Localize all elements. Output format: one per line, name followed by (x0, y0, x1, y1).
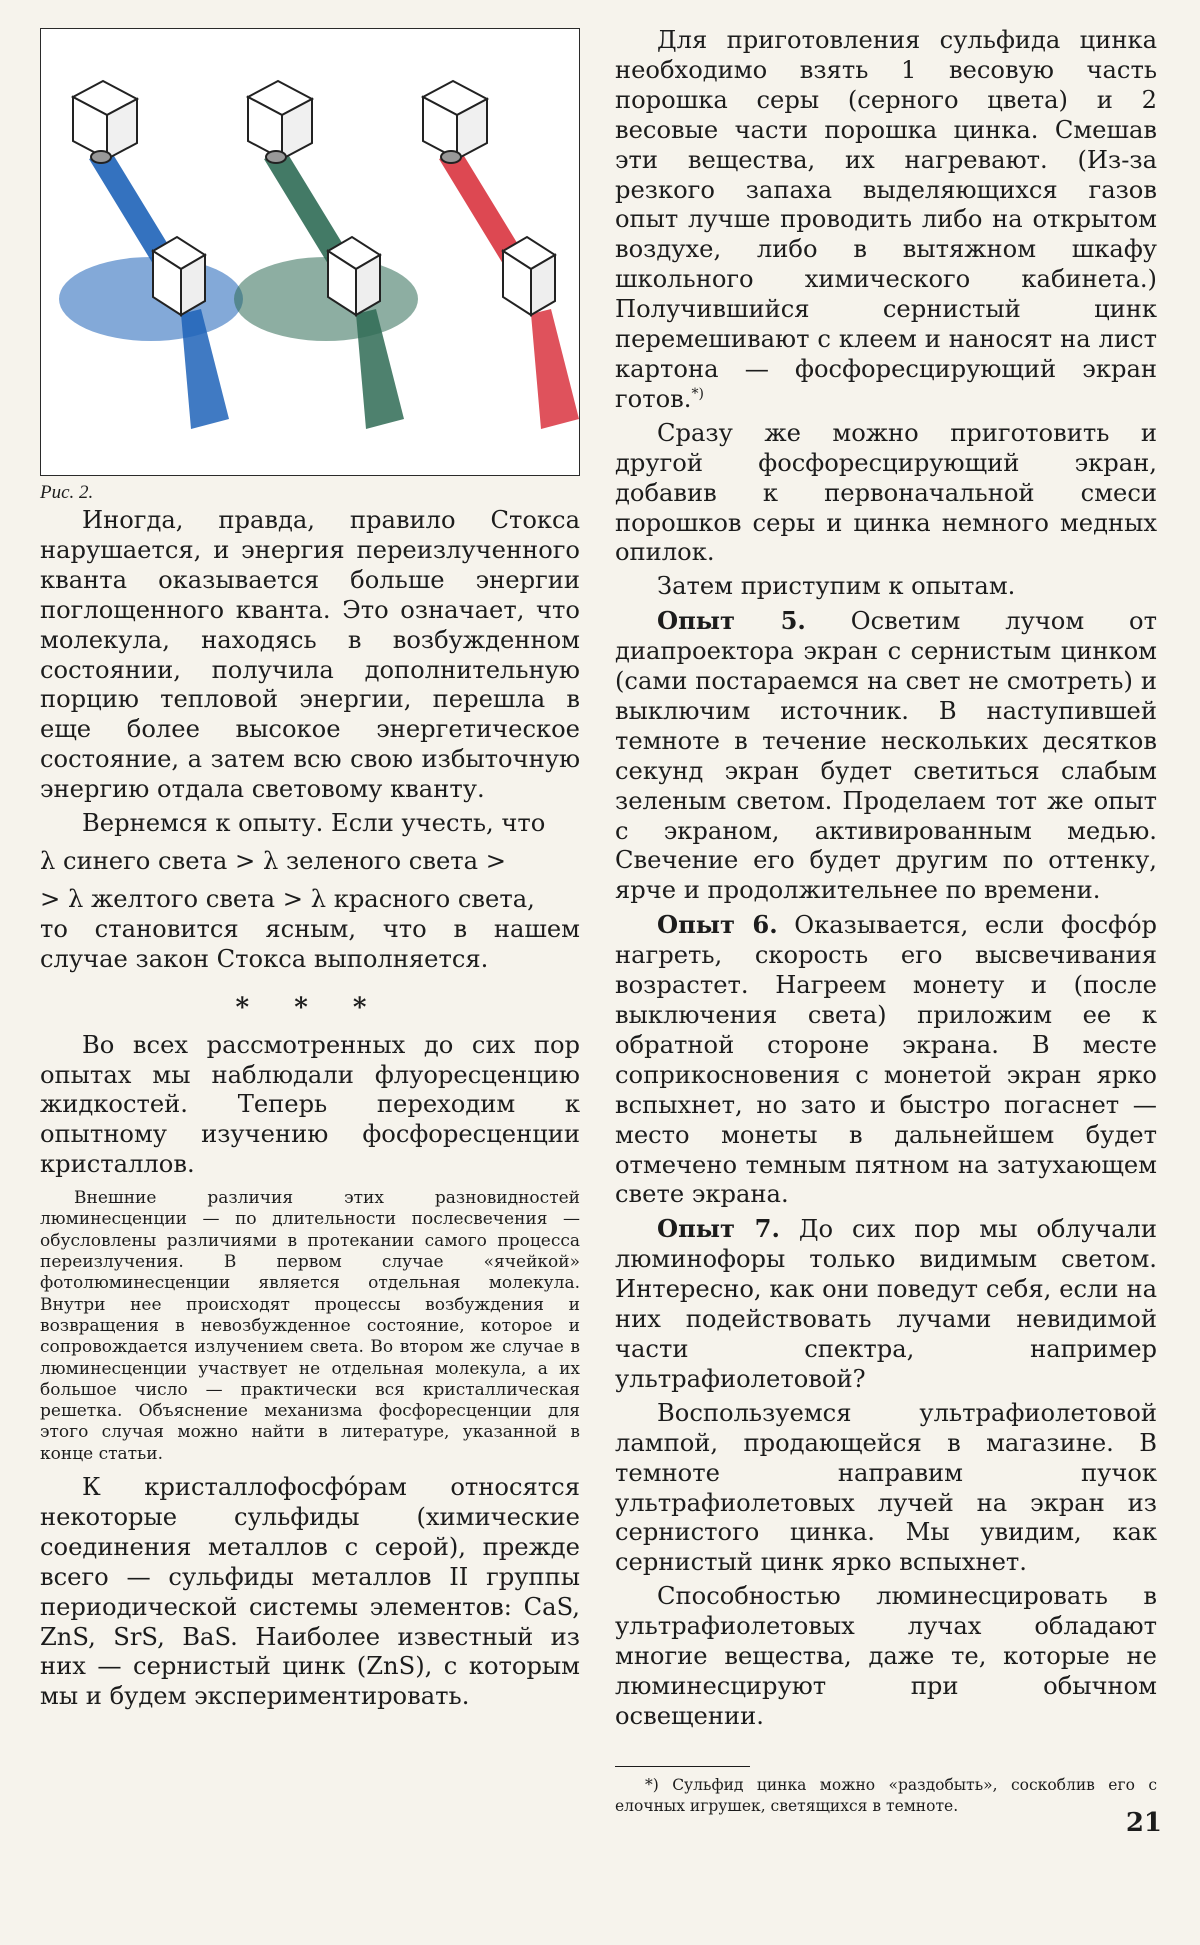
paragraph-copper-screen: Сразу же можно приготовить и другой фосфоресцирующий экран, добавив к первоначальной смеси порошков серы и цинка немного медных опилок. (615, 418, 1157, 567)
beam-diagram (41, 29, 579, 475)
page-number: 21 (1125, 1808, 1162, 1838)
outgoing-beam-1 (356, 309, 404, 429)
paragraph-small-print: Внешние различия этих разновидностей люминесценции — по длительности послесвечения — обусловлены различиями в протекании самого процесса переизлучения. В первом случае «ячейкой» фотолюминесценции является отдельная молекула. Внутри нее происходят процессы возбуждения и возвращения в невозбужденное состояние, которое и сопровождается излучением света. Во втором же случае в люминесценции участвует не отдельная молекула, а их большое число — практически вся кристаллическая решетка. Объяснение механизма фосфоресценции для этого случая можно найти в литературе, указанной в конце статьи. (40, 1188, 580, 1464)
footnote: *) Сульфид цинка можно «раздобыть», соскоблив его с елочных игрушек, светящихся в темноте. (615, 1775, 1157, 1815)
paragraph-experiment-5 (615, 606, 1157, 906)
experiment-6-label: Опыт 6. (657, 910, 778, 940)
paragraph-zinc-sulfide-prep (615, 26, 1157, 415)
paragraph-experiment-7 (615, 1214, 1157, 1394)
paragraph-uv-lamp: Воспользуемся ультрафиолетовой лампой, продающейся в магазине. В темноте направим пучок ультрафиолетовых лучей на экран из сернистого цинка. Мы увидим, как сернистый цинк ярко вспыхнет. (615, 1398, 1157, 1577)
footnote-rule (615, 1766, 750, 1767)
zinc-sulfide-prep-text: Для приготовления сульфида цинка необходимо взять 1 весовую часть порошка серы (серного цвета) и 2 весовые части порошка цинка. Смешав эти вещества, их нагревают. (Из-за резкого запаха выделяющихся газов опыт лучше проводить либо на открытом воздухе, либо в вытяжном шкафу школьного химического кабинета.) Получившийся сернистый цинк перемешивают с клеем и наносят на лист картона — фосфоресцирующий экран готов. (615, 26, 1157, 413)
figure-caption: Рис. 2. (40, 482, 94, 503)
projector-lens-0 (91, 151, 111, 163)
figure-light-beams (40, 28, 580, 476)
outgoing-beam-0 (181, 309, 229, 429)
paragraph-uv-luminescence: Способностью люминесцировать в ультрафиолетовых лучах обладают многие вещества, даже те, которые не люминесцируют при обычном освещении. (615, 1582, 1157, 1730)
experiment-6-text: Оказывается, если фосфо́р нагреть, скорость его высвечивания возрастет. Нагреем монету и (после выключения света) приложим ее к обратной стороне экрана. В месте соприкосновения с монетой экран ярко вспыхнет, но зато и быстро погаснет — место монеты в дальнейшем будет отмечено темным пятном на затухающем свете экрана. (615, 911, 1157, 1209)
shadow-0 (59, 257, 243, 341)
section-separator: * * * (235, 992, 385, 1023)
paragraph-crystal-phosphors: К кристаллофосфо́рам относятся некоторые сульфиды (химические соединения металлов с серой), прежде всего — сульфиды металлов II группы периодической системы элементов: CaS, ZnS, SrS, BaS. Наиболее известный из них — сернистый цинк (ZnS), с которым мы и будем экспериментировать. (40, 1472, 580, 1711)
paragraph-start-experiments: Затем приступим к опытам. (657, 572, 1016, 601)
paragraph-experiment-6 (615, 910, 1157, 1210)
projector-lens-1 (266, 151, 286, 163)
experiment-7-label: Опыт 7. (657, 1214, 780, 1244)
paragraph-stokes-holds: то становится ясным, что в нашем случае закон Стокса выполняется. (40, 914, 580, 973)
projector-lens-2 (441, 151, 461, 163)
formula-line-2: > λ желтого света > λ красного света, (40, 884, 535, 913)
experiment-5-label: Опыт 5. (657, 606, 806, 636)
outgoing-beam-2 (531, 309, 579, 429)
paragraph-stokes-violation: Иногда, правда, правило Стокса нарушается, и энергия переизлученного кванта оказывается больше энергии поглощенного кванта. Это означает, что молекула, находясь в возбужденном состоянии, получила дополнительную порцию тепловой энергии, перешла в еще более высокое энергетическое состояние, а затем всю свою избыточную энергию отдала световому кванту. (40, 506, 580, 804)
experiment-7-text: До сих пор мы облучали люминофоры только видимым светом. Интересно, как они поведут себя, если на них подействовать лучами невидимой части спектра, например ультрафиолетовой? (615, 1215, 1157, 1393)
right-column (615, 26, 1157, 1817)
shadow-1 (234, 257, 418, 341)
experiment-5-text: Осветим лучом от диапроектора экран с сернистым цинком (сами постараемся на свет не смотреть) и выключим источник. В наступившей темноте в течение нескольких десятков секунд экран будет светиться слабым зеленым светом. Проделаем тот же опыт с экраном, активированным медью. Свечение его будет другим по оттенку, ярче и продолжительнее по времени. (615, 607, 1157, 905)
footnote-marker: *) (691, 385, 704, 402)
left-column (40, 28, 580, 1716)
paragraph-phosphorescence-intro: Во всех рассмотренных до сих пор опытах мы наблюдали флуоресценцию жидкостей. Теперь переходим к опытному изучению фосфоресценции кристаллов. (40, 1030, 580, 1179)
formula-line-1: λ синего света > λ зеленого света > (40, 846, 507, 875)
paragraph-return-to-experiment: Вернемся к опыту. Если учесть, что (82, 809, 546, 838)
